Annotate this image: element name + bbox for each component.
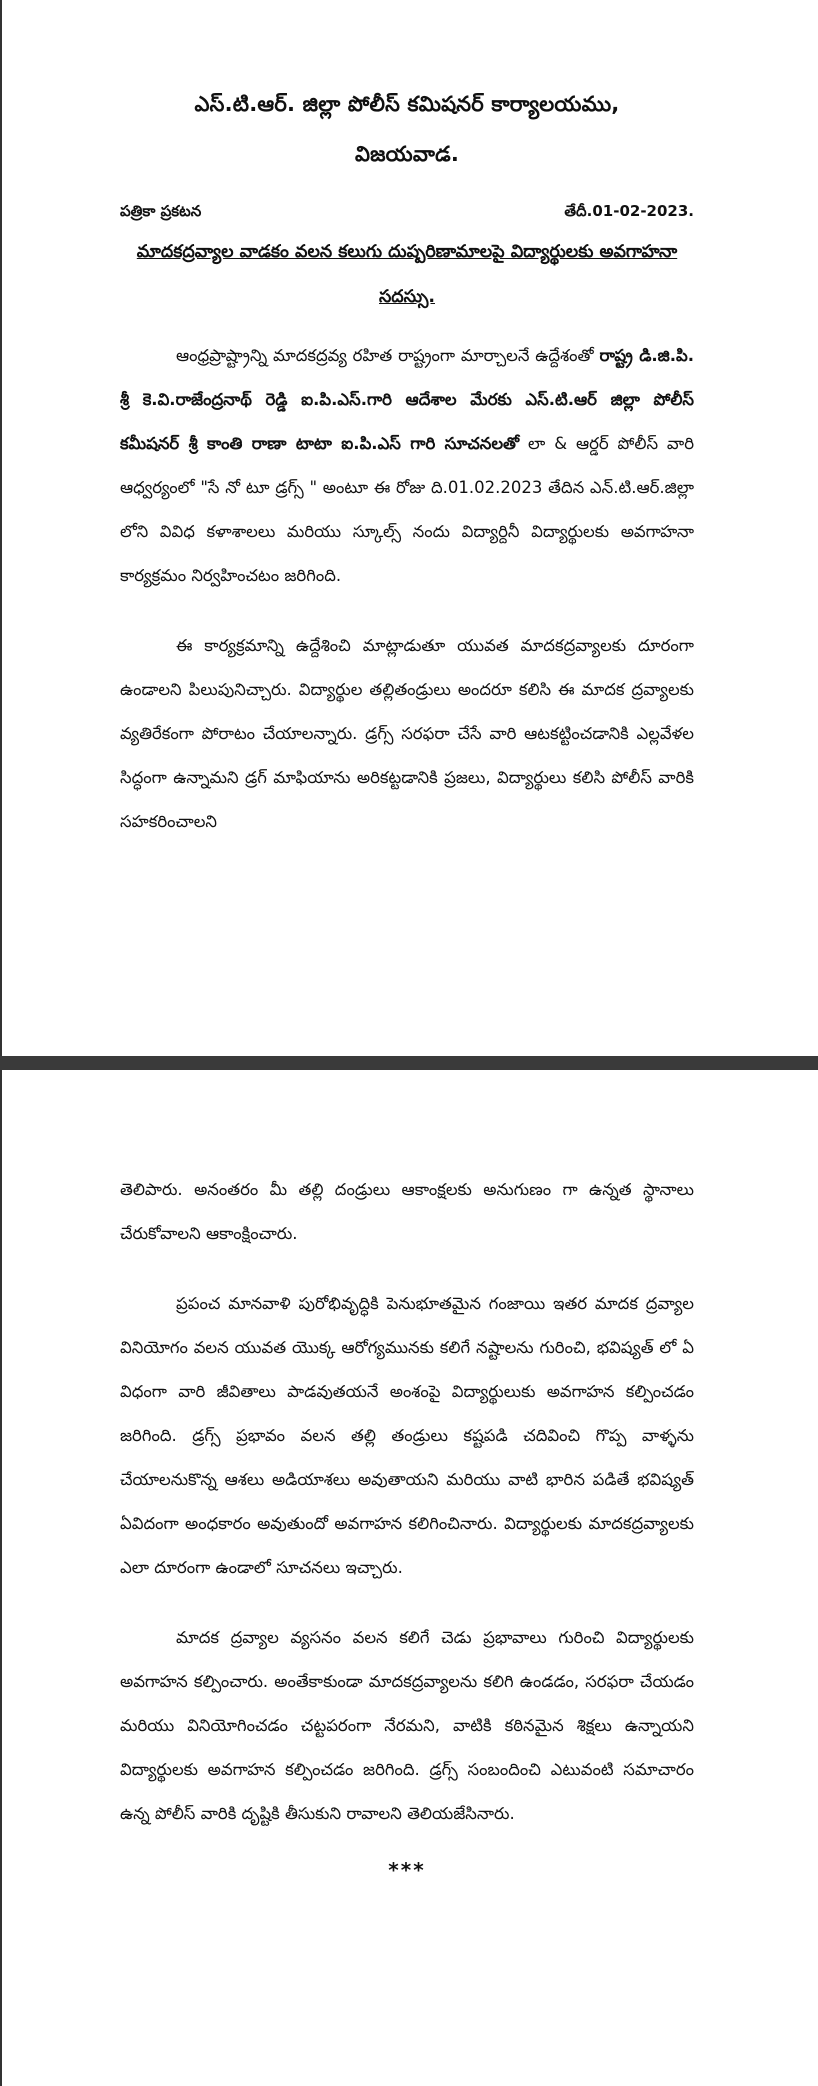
page-separator	[0, 1056, 818, 1070]
document-page-2	[0, 1070, 818, 2086]
page-2-content	[120, 1168, 694, 1882]
paragraph-2-continued: తెలిపారు. అనంతరం మీ తల్లి దండ్రులు ఆకాంక్షలకు అనుగుణం గా ఉన్నత స్థానాలు చేరుకోవాలని ఆకాంక్షించారు.	[120, 1180, 694, 1243]
end-mark: ***	[388, 1858, 426, 1882]
paragraph-1	[120, 334, 694, 598]
paragraph-1-intro: ఆంధ్రప్రాష్ట్రాన్ని మాదకద్రవ్య రహిత రాష్ట్రంగా మార్చాలనే ఉద్దేశంతో	[176, 346, 594, 365]
press-release-label: పత్రికా ప్రకటన	[120, 202, 202, 220]
paragraph-4: మాదక ద్రవ్యాల వ్యసనం వలన కలిగే చెడు ప్రభావాలు గురించి విద్యార్థులకు అవగాహన కల్పించారు. అంతేకాకుండా మాదకద్రవ్యాలను కలిగి ఉండడం, సరఫరా చేయడం మరియు వినియోగించడం చట్టపరంగా నేరమని, వాటికి కఠినమైన శిక్షలు ఉన్నాయని విద్యార్థులకు అవగాహన కల్పించడం జరిగింది. డ్రగ్స్ సంబందించి ఎటువంటి సమాచారం ఉన్న పోలీస్ వారికి దృష్టికి తీసుకుని రావాలని తెలియజేసినారు.	[120, 1628, 694, 1823]
page-1-content	[120, 92, 694, 844]
paragraph-3: ప్రపంచ మానవాళి పురోభివృద్ధికి పెనుభూతమైన గంజాయి ఇతర మాదక ద్రవ్యాల వినియోగం వలన యువత యొక్క ఆరోగ్యమునకు కలిగే నష్టాలను గురించి, భవిష్యత్ లో ఏ విధంగా వారి జీవితాలు పాడవుతయనే అంశంపై విద్యార్థులుకు అవగాహన కల్పించడం జరిగింది. డ్రగ్స్ ప్రభావం వలన తల్లి తండ్రులు కష్టపడి చదివించి గొప్ప వాళ్ళను చేయాలనుకొన్న ఆశలు అడియాశలు అవుతాయని మరియు వాటి భారిన పడితే భవిష్యత్ ఏవిదంగా అంధకారం అవుతుందో అవగాహన కలిగించినారు. విద్యార్థులకు మాదకద్రవ్యాలకు ఎలా దూరంగా ఉండాలో సూచనలు ఇచ్చారు.	[120, 1294, 694, 1577]
office-title: ఎస్.టి.ఆర్. జిల్లా పోలీస్ కమిషనర్ కార్యాలయము,	[194, 92, 620, 116]
paragraph-1-details: లా & ఆర్డర్ పోలీస్ వారి ఆధ్వర్యంలో "సే నో టూ డ్రగ్స్ " అంటూ ఈ రోజు ది.01.02.2023 తేదిన ఎన్.టి.ఆర్.జిల్లా లోని వివిధ కళాశాలలు మరియు స్కూల్స్ నందు విద్యార్దినీ విద్యార్థులకు అవగాహనా కార్యక్రమం నిర్వహించటం జరిగింది.	[120, 434, 694, 585]
office-location: విజయవాడ.	[354, 142, 459, 166]
release-date: తేదీ.01-02-2023.	[564, 202, 694, 220]
header-row	[120, 202, 694, 224]
paragraph-1-authority: రాష్ట్ర డి.జి.పి. శ్రీ కె.వి.రాజేంద్రనాథ్ రెడ్డి ఐ.పి.ఎస్.గారి ఆదేశాల మేరకు ఎస్.టి.ఆర్ జిల్లా పోలీస్ కమీషనర్ శ్రీ కాంతి రాణా టాటా ఐ.పి.ఎస్ గారి సూచనలతో	[120, 346, 695, 453]
paragraph-2: ఈ కార్యక్రమాన్ని ఉద్దేశించి మాట్లాడుతూ యువత మాదకద్రవ్యాలకు దూరంగా ఉండాలని పిలుపునిచ్చారు. విద్యార్థుల తల్లితండ్రులు అందరూ కలిసి ఈ మాదక ద్రవ్యాలకు వ్యతిరేకంగా పోరాటం చేయాలన్నారు. డ్రగ్స్ సరఫరా చేసే వారి ఆటకట్టించడానికి ఎల్లవేళల సిద్ధంగా ఉన్నామని డ్రగ్ మాఫియాను అరికట్టడానికి ప్రజలు, విద్యార్థులు కలిసి పోలీస్ వారికి సహకరించాలని	[120, 636, 694, 831]
subject-heading: మాదకద్రవ్యాల వాడకం వలన కలుగు దుష్పరిణామాలపై విద్యార్థులకు అవగాహనా సదస్సు.	[136, 242, 678, 307]
